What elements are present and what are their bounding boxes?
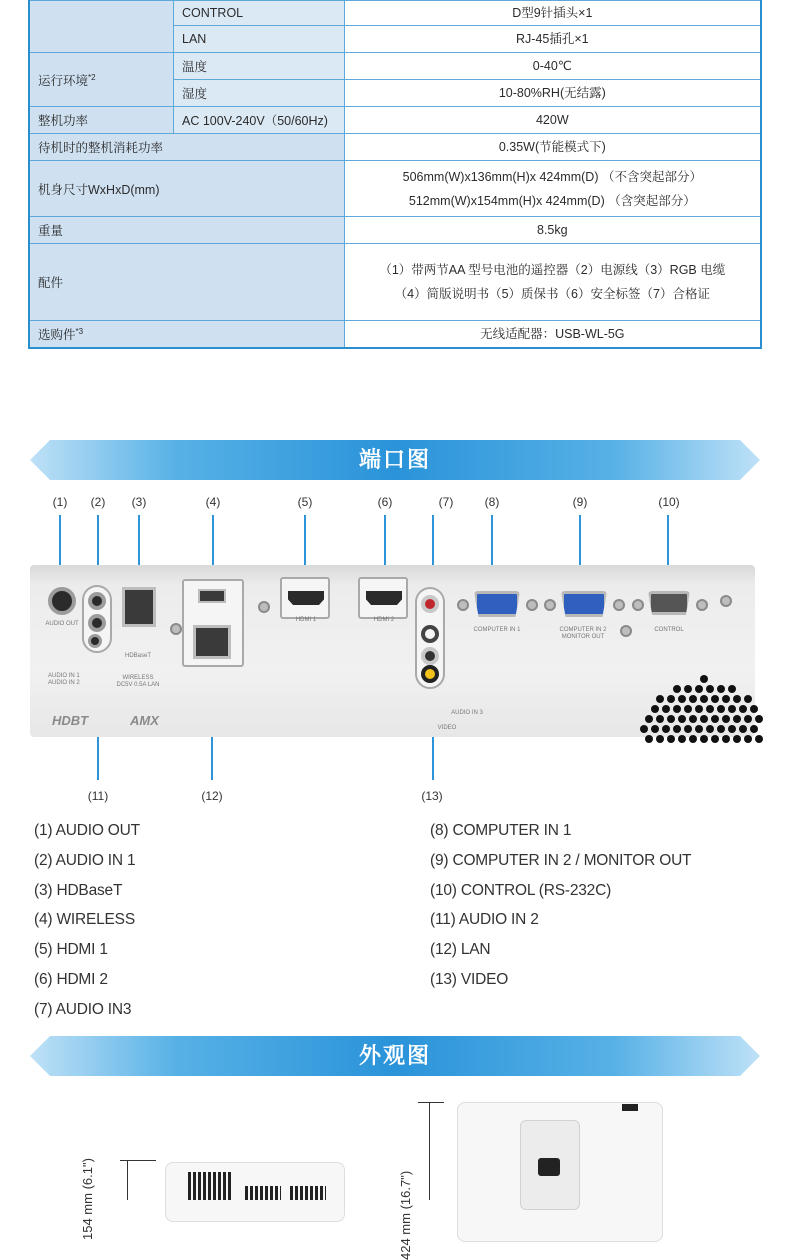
speaker-hole (706, 705, 714, 713)
port-label: VIDEO (437, 725, 457, 731)
port-label: AUDIO OUT (45, 621, 79, 627)
dimension-tick (418, 1102, 444, 1103)
speaker-hole (684, 685, 692, 693)
speaker-hole (651, 705, 659, 713)
port-number: (4) (205, 495, 221, 509)
amx-logo: AMX (130, 713, 159, 728)
spec-sub-label: 湿度 (174, 80, 345, 107)
spec-label-options (29, 321, 344, 348)
spec-label-operating-env (29, 53, 174, 107)
speaker-hole (695, 725, 703, 733)
speaker-hole (662, 705, 670, 713)
port-list-item: (3) HDBaseT (34, 881, 123, 899)
speaker-hole (700, 695, 708, 703)
hdbaset-port (122, 587, 156, 627)
port-number: (11) (87, 789, 109, 803)
port-label: AUDIO IN 1 AUDIO IN 2 (48, 673, 80, 686)
speaker-hole (695, 685, 703, 693)
screw-icon (632, 599, 644, 611)
spec-value: 无线适配器：USB-WL-5G (344, 321, 761, 348)
speaker-hole (739, 725, 747, 733)
speaker-hole (667, 695, 675, 703)
port-number: (12) (201, 789, 223, 803)
rca-black-ring (421, 647, 439, 665)
appearance-banner (30, 1036, 760, 1076)
speaker-hole (695, 705, 703, 713)
speaker-hole (711, 715, 719, 723)
port-number: (13) (421, 789, 443, 803)
spec-label-text: 选购件 (38, 327, 76, 342)
speaker-hole (689, 735, 697, 743)
speaker-hole (689, 715, 697, 723)
speaker-hole (717, 705, 725, 713)
speaker-hole (656, 715, 664, 723)
port-list-item: (9) COMPUTER IN 2 / MONITOR OUT (430, 851, 692, 869)
screw-icon (620, 625, 632, 637)
spec-sub-label: AC 100V-240V（50/60Hz) (174, 107, 345, 134)
port-label: HDBaseT (124, 653, 151, 659)
speaker-hole (684, 725, 692, 733)
speaker-hole (656, 735, 664, 743)
port-list-right (430, 816, 691, 995)
dimension-line (127, 1160, 128, 1200)
hdmi-2-port (366, 591, 402, 605)
speaker-grill (640, 665, 760, 755)
speaker-hole (744, 735, 752, 743)
speaker-hole (722, 695, 730, 703)
spec-label-cell (29, 1, 174, 53)
spec-value-multiline (344, 161, 761, 217)
control-port (648, 591, 690, 615)
port-number: (9) (572, 495, 588, 509)
spec-value-line: （4）简版说明书（5）质保书（6）安全标签（7）合格证 (394, 287, 710, 301)
port-number: (6) (377, 495, 393, 509)
speaker-hole (717, 685, 725, 693)
port-number: (10) (658, 495, 680, 509)
port-list-item: (11) AUDIO IN 2 (430, 911, 539, 929)
speaker-hole (706, 685, 714, 693)
speaker-hole (733, 735, 741, 743)
screw-icon (613, 599, 625, 611)
speaker-hole (667, 735, 675, 743)
spec-value: D型9针插头×1 (344, 1, 761, 26)
spec-value: 0-40℃ (344, 53, 761, 80)
speaker-hole (722, 715, 730, 723)
speaker-hole (656, 695, 664, 703)
dimension-line (429, 1102, 430, 1200)
dimension-label-depth: 424 mm (16.7") (398, 1170, 413, 1260)
footnote-mark: *3 (75, 326, 84, 336)
port-label: CONTROL (654, 627, 684, 633)
port-diagram-banner (30, 440, 760, 480)
speaker-hole (744, 695, 752, 703)
port-list-item: (13) VIDEO (430, 970, 509, 988)
vent-grille (290, 1186, 326, 1200)
screw-icon (544, 599, 556, 611)
speaker-hole (706, 725, 714, 733)
speaker-hole (640, 725, 648, 733)
port-number: (5) (297, 495, 313, 509)
audio-in-3-white-jack (421, 625, 439, 643)
computer-in-2-port (561, 591, 607, 617)
port-list-item: (12) LAN (430, 941, 491, 959)
dimension-tick (120, 1160, 156, 1161)
port-number: (1) (52, 495, 68, 509)
speaker-hole (722, 735, 730, 743)
audio-in-jack-small (88, 634, 102, 648)
speaker-hole (744, 715, 752, 723)
spec-label-text: 运行环境 (38, 73, 89, 88)
speaker-hole (662, 725, 670, 733)
port-list-item: (8) COMPUTER IN 1 (430, 822, 572, 839)
spec-value: 420W (344, 107, 761, 134)
speaker-hole (711, 735, 719, 743)
speaker-hole (689, 695, 697, 703)
port-number: (8) (484, 495, 500, 509)
projector-rear-panel (30, 565, 755, 737)
spec-value: RJ-45插孔×1 (344, 26, 761, 53)
speaker-hole (728, 685, 736, 693)
speaker-hole (717, 725, 725, 733)
lens-shift-dial (538, 1158, 560, 1176)
spec-value-line: （1）带两节AA 型号电池的遥控器（2）电源线（3）RGB 电缆 (379, 263, 726, 277)
video-yellow-jack (421, 665, 439, 683)
speaker-hole (673, 705, 681, 713)
port-label: COMPUTER IN 2 MONITOR OUT (559, 627, 607, 640)
spec-sub-label: 温度 (174, 53, 345, 80)
audio-out-jack (48, 587, 76, 615)
lan-port (193, 625, 231, 659)
footnote-mark: *2 (88, 72, 96, 82)
screw-icon (170, 623, 182, 635)
screw-icon (696, 599, 708, 611)
speaker-hole (711, 695, 719, 703)
speaker-hole (678, 695, 686, 703)
port-label: HDMI 2 (373, 617, 395, 623)
audio-in-1-jack (88, 592, 106, 610)
speaker-hole (750, 725, 758, 733)
screw-icon (720, 595, 732, 607)
port-label: WIRELESS DC5V 0.5A LAN (116, 675, 160, 688)
speaker-hole (728, 705, 736, 713)
screw-icon (258, 601, 270, 613)
audio-in-3-red-jack (421, 595, 439, 613)
vent-grille (245, 1186, 281, 1200)
spec-label-standby: 待机时的整机消耗功率 (29, 134, 344, 161)
screw-icon (526, 599, 538, 611)
speaker-hole (728, 725, 736, 733)
spec-label-accessories: 配件 (29, 244, 344, 321)
port-list-item: (4) WIRELESS (34, 911, 135, 929)
speaker-hole (700, 715, 708, 723)
speaker-hole (750, 705, 758, 713)
spec-value: 0.35W(节能模式下) (344, 134, 761, 161)
speaker-hole (684, 705, 692, 713)
port-list-item: (7) AUDIO IN3 (34, 1000, 132, 1018)
port-number: (3) (131, 495, 147, 509)
spec-label-power: 整机功率 (29, 107, 174, 134)
speaker-hole (678, 735, 686, 743)
speaker-hole (645, 735, 653, 743)
spec-label-weight: 重量 (29, 217, 344, 244)
port-label: AUDIO IN 3 (451, 710, 483, 716)
speaker-hole (755, 715, 763, 723)
spec-label-dimensions: 机身尺寸WxHxD(mm) (29, 161, 344, 217)
port-number: (2) (90, 495, 106, 509)
vent-grille (188, 1172, 232, 1200)
spec-sub-label: CONTROL (174, 1, 345, 26)
spec-value: 8.5kg (344, 217, 761, 244)
speaker-hole (645, 715, 653, 723)
spec-sub-label: LAN (174, 26, 345, 53)
dimension-label-height: 154 mm (6.1") (80, 1158, 95, 1240)
spec-table (28, 0, 762, 349)
speaker-hole (733, 695, 741, 703)
speaker-hole (673, 725, 681, 733)
speaker-hole (673, 685, 681, 693)
speaker-hole (733, 715, 741, 723)
port-list-item: (5) HDMI 1 (34, 941, 108, 959)
spec-value-line: 506mm(W)x136mm(H)x 424mm(D) （不含突起部分） (402, 169, 702, 184)
screw-icon (457, 599, 469, 611)
hdmi-1-port (288, 591, 324, 605)
port-list-item: (6) HDMI 2 (34, 970, 108, 988)
port-list-item: (10) CONTROL (RS-232C) (430, 881, 612, 899)
spec-value: 10-80%RH(无结露) (344, 80, 761, 107)
spec-value-multiline (344, 244, 761, 321)
hdbt-logo: HDBT (52, 713, 89, 728)
sensor-icon (622, 1104, 638, 1111)
wireless-usb-port (198, 589, 226, 603)
port-label: COMPUTER IN 1 (473, 627, 521, 633)
port-list-item: (1) AUDIO OUT (34, 822, 140, 839)
computer-in-1-port (474, 591, 520, 617)
banner-title: 端口图 (358, 447, 431, 472)
speaker-hole (700, 735, 708, 743)
port-list-item: (2) AUDIO IN 1 (34, 851, 136, 869)
speaker-hole (667, 715, 675, 723)
audio-in-2-jack (88, 614, 106, 632)
speaker-hole (651, 725, 659, 733)
spec-value-line: 512mm(W)x154mm(H)x 424mm(D) （含突起部分） (408, 193, 696, 208)
speaker-hole (755, 735, 763, 743)
speaker-hole (678, 715, 686, 723)
speaker-hole (739, 705, 747, 713)
port-label: HDMI 1 (295, 617, 317, 623)
banner-title: 外观图 (358, 1043, 431, 1068)
speaker-hole (700, 675, 708, 683)
port-number: (7) (438, 495, 454, 509)
port-list-left (34, 816, 140, 1025)
